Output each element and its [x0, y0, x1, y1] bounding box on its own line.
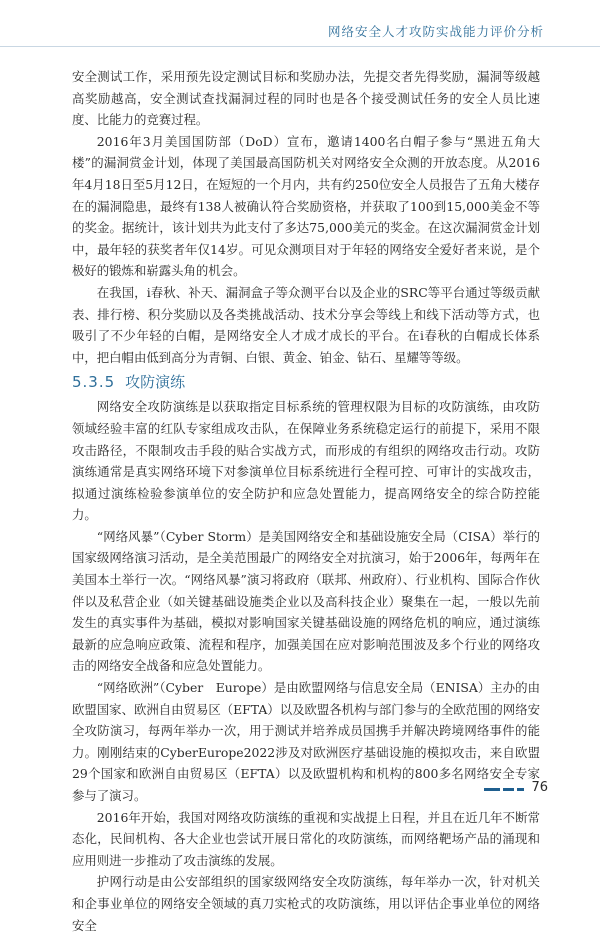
- paragraph-dod-bounty: 2016年3月美国国防部（DoD）宣布，邀请1400名白帽子参与“黑进五角大楼”的漏洞赏金计划，体现了美国最高国防机关对网络安全众测的开放态度。从2016年4月18日至5月12日，在短短的一个月内，共有约250位安全人员报告了五角大楼存在的漏洞隐患，最终有138人被确认符合奖励资格，并获取了100到15,000美金不等的奖金。据统计，该计划共为此支付了多达75,000美元的奖金。在这次漏洞赏金计划中，最年轻的获奖者年仅14岁。可见众测项目对于年轻的网络安全爱好者来说，是个极好的锻炼和崭露头角的机会。: [72, 133, 540, 279]
- running-header-title: 网络安全人才攻防实战能力评价分析: [327, 24, 544, 39]
- page-header: [0, 0, 600, 47]
- paragraph-cyber-europe: “网络欧洲”（Cyber Europe）是由欧盟网络与信息安全局（ENISA）主办的由欧盟国家、欧洲自由贸易区（EFTA）以及欧盟各机构与部门参与的全欧范围的网络安全攻防演习，每两年举办一次，用于测试并培养成员国携手并解决跨境网络事件的能力。刚刚结束的CyberEurope2022涉及对欧洲医疗基础设施的模拟攻击，来自欧盟29个国家和欧洲自由贸易区（EFTA）以及欧盟机构和机构的800多名网络安全专家参与了演习。: [72, 680, 540, 803]
- header-divider: [0, 46, 600, 47]
- page-body: [72, 66, 540, 936]
- footer-bar: [503, 788, 514, 791]
- paragraph-china-drills: 2016年开始，我国对网络攻防演练的重视和实战提上日程，并且在近几年不断常态化，民间机构、各大企业也尝试开展日常化的攻防演练，而网络靶场产品的涌现和应用则进一步推动了攻击演练的发展。: [72, 809, 540, 868]
- footer-bar: [484, 788, 500, 791]
- section-number: 5.3.5: [72, 373, 116, 392]
- paragraph-cyber-storm: “网络风暴”（Cyber Storm）是美国网络安全和基础设施安全局（CISA）举行的国家级网络演习活动，是全美范围最广的网络安全对抗演习，始于2006年，每两年在美国本土举行一次。“网络风暴”演习将政府（联邦、州政府）、行业机构、国际合作伙伴以及私营企业（如关键基础设施类企业以及高科技企业）聚集在一起，一般以先前发生的真实事件为基础，模拟对影响国家关键基础设施的网络危机的响应，通过演练最新的应急响应政策、流程和程序，加强美国在应对影响范围波及多个行业的网络攻击的网络安全战备和应急处置能力。: [72, 528, 540, 674]
- footer-decoration: [484, 787, 524, 791]
- page-number: 76: [531, 780, 548, 795]
- paragraph-china-platforms: 在我国，i春秋、补天、漏洞盒子等众测平台以及企业的SRC等平台通过等级贡献表、排行榜、积分奖励以及各类挑战活动、技术分享会等线上和线下活动等方式，也吸引了不少年轻的白帽，是网络安全人才成才成长的平台。在i春秋的白帽成长体系中，把白帽由低到高分为青铜、白银、黄金、铂金、钻石、星耀等等级。: [72, 284, 540, 365]
- section-heading: [72, 371, 540, 393]
- paragraph-attack-defense-drill: 网络安全攻防演练是以获取指定目标系统的管理权限为目标的攻防演练，由攻防领域经验丰富的红队专家组成攻击队，在保障业务系统稳定运行的前提下，采用不限攻击路径，不限制攻击手段的贴合实战方式，而形成的有组织的网络攻击行动。攻防演练通常是真实网络环境下对参演单位目标系统进行全程可控、可审计的实战攻击，拟通过演练检验参演单位的安全防护和应急处置能力，提高网络安全的综合防控能力。: [72, 399, 540, 523]
- paragraph-hw-operation: 护网行动是由公安部组织的国家级网络安全攻防演练，每年举办一次，针对机关和企事业单位的网络安全领域的真刀实枪式的攻防演练，用以评估企事业单位的网络安全: [72, 874, 540, 933]
- footer-bar: [517, 788, 524, 791]
- paragraph-continued: 安全测试工作，采用预先设定测试目标和奖励办法，先提交者先得奖励，漏洞等级越高奖励越高，安全测试查找漏洞过程的同时也是各个接受测试任务的安全人员比速度、比能力的竞赛过程。: [72, 69, 540, 128]
- section-title: 攻防演练: [125, 373, 186, 392]
